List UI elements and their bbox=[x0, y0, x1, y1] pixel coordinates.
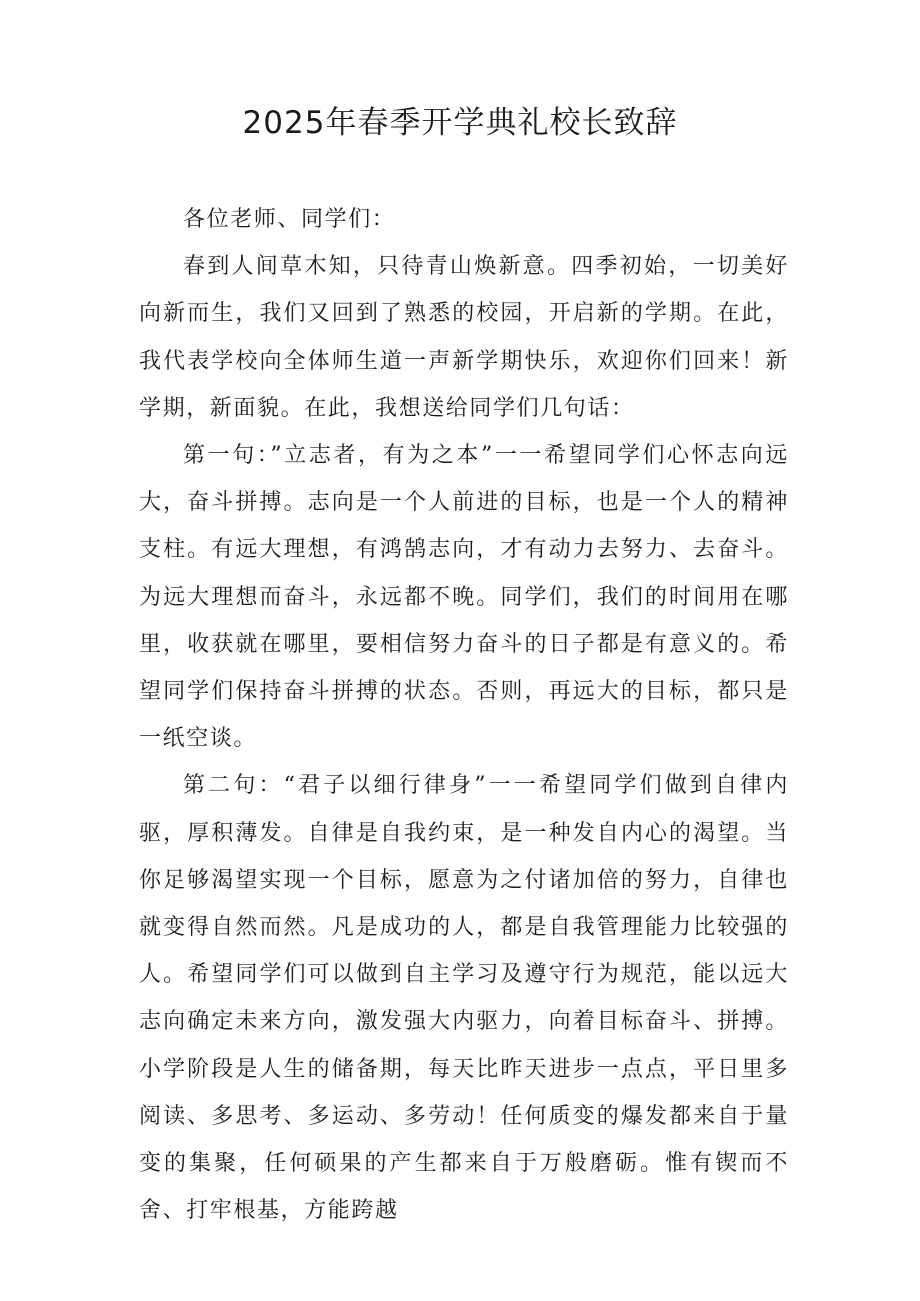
second-sentence-paragraph: 第二句：“君子以细行律身”一一希望同学们做到自律内驱，厚积薄发。自律是自我约束，是一种发自内心的渴望。当你足够渴望实现一个目标，愿意为之付诸加倍的努力，自律也就变得自然而然。凡是成功的人，都是自我管理能力比较强的人。希望同学们可以做到自主学习及遵守行为规范，能以远大志向确定未来方向，激发强大内驱力，向着目标奋斗、拼搏。小学阶段是人生的储备期，每天比昨天进步一点点，平日里多阅读、多思考、多运动、多劳动！任何质变的爆发都来自于量变的集聚，任何硕果的产生都来自于万般磨砺。惟有锲而不舍、打牢根基，方能跨越 bbox=[139, 773, 789, 1224]
first-sentence-paragraph: 第一句：”立志者，有为之本”一一希望同学们心怀志向远大，奋斗拼搏。志向是一个人前进的目标，也是一个人的精神支柱。有远大理想，有鸿鹄志向，才有动力去努力、去奋斗。为远大理想而奋斗，永远都不晚。同学们，我们的时间用在哪里，收获就在哪里，要相信努力奋斗的日子都是有意义的。希望同学们保持奋斗拼搏的状态。否则，再远大的目标，都只是一纸空谈。 bbox=[139, 443, 789, 752]
document-body bbox=[139, 196, 789, 1234]
document-title: 2025年春季开学典礼校长致辞 bbox=[242, 105, 678, 141]
salutation-paragraph: 各位老师、同学们： bbox=[183, 207, 396, 232]
opening-paragraph: 春到人间草木知，只待青山焕新意。四季初始，一切美好向新而生，我们又回到了熟悉的校园，开启新的学期。在此，我代表学校向全体师生道一声新学期快乐，欢迎你们回来！新学期，新面貌。在此，我想送给同学们几句话： bbox=[139, 254, 789, 421]
